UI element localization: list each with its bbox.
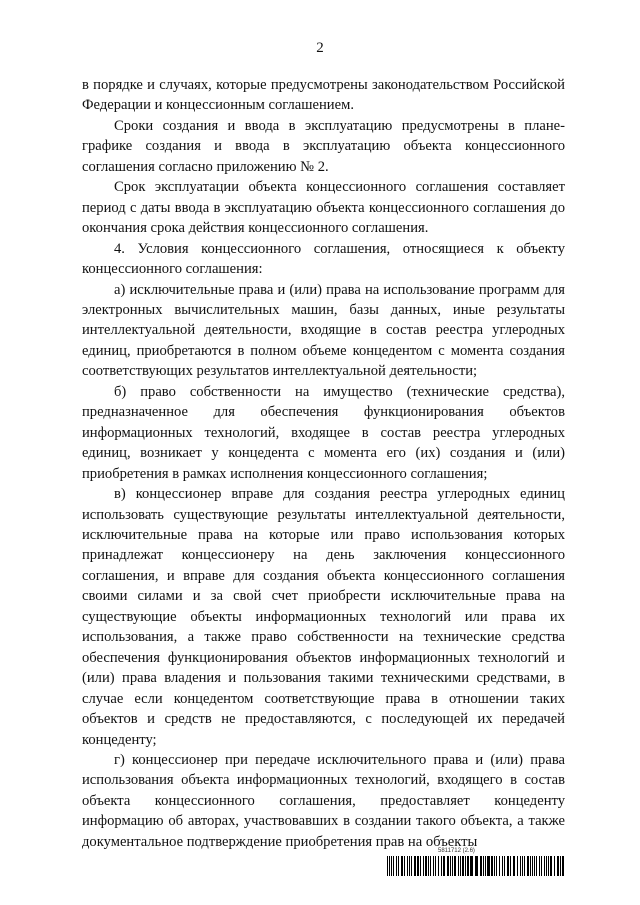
- barcode: [387, 856, 565, 876]
- paragraph-item-v: в) концессионер вправе для создания реестра углеродных единиц использовать существующие результаты интеллектуальной деятельности, исключительные права на которые или право использования которых принадлежат концессионеру на день заключения концессионного соглашения, и вправе для создания объекта концессионного соглашения своими силами и за свой счет приобрести исключительные права на существующие объекты информационных технологий или права их использования, а также право собственности на технические средства обеспечения функционирования объектов информационных технологий и (или) права владения и пользования такими техническими средствами, в случае если концедентом соответствующие права в отношении таких объектов и средств не предоставляются, с последующей их передачей концеденту;: [82, 486, 565, 748]
- paragraph-operation-term: Срок эксплуатации объекта концессионного соглашения составляет период с даты ввода в эксплуатацию объекта концессионного соглашения до окончания срока действия концессионного соглашения.: [82, 179, 565, 237]
- paragraph-continuation: в порядке и случаях, которые предусмотрены законодательством Российской Федерации и концессионным соглашением.: [82, 77, 565, 114]
- paragraph-item-g: г) концессионер при передаче исключительного права и (или) права использования объекта информационных технологий, входящего в состав объекта концессионного соглашения, предоставляет концеденту информацию об авторах, участвовавших в создании такого объекта, а также документальное подтверждение приобретения прав на объекты: [82, 751, 565, 850]
- document-body: [82, 75, 565, 852]
- paragraph-section-4-heading: 4. Условия концессионного соглашения, относящиеся к объекту концессионного соглашения:: [82, 240, 565, 278]
- page-number: 2: [316, 40, 324, 56]
- document-code: 5811712 (2.6): [438, 848, 475, 854]
- paragraph-item-a: а) исключительные права и (или) права на использование программ для электронных вычислительных машин, базы данных, иные результаты интеллектуальной деятельности, входящие в состав реестра углеродных единиц, приобретаются в полном объеме концедентом с момента создания соответствующих результатов интеллектуальной деятельности;: [82, 281, 565, 380]
- paragraph-creation-terms: Сроки создания и ввода в эксплуатацию предусмотрены в плане-графике создания и ввода в эксплуатацию объекта концессионного соглашения согласно приложению № 2.: [82, 117, 565, 175]
- paragraph-item-b: б) право собственности на имущество (технические средства), предназначенное для обеспечения функционирования объектов информационных технологий, входящее в состав реестра углеродных единиц, возникает у концедента с момента его (их) создания и (или) приобретения в рамках исполнения концессионного соглашения;: [82, 383, 565, 482]
